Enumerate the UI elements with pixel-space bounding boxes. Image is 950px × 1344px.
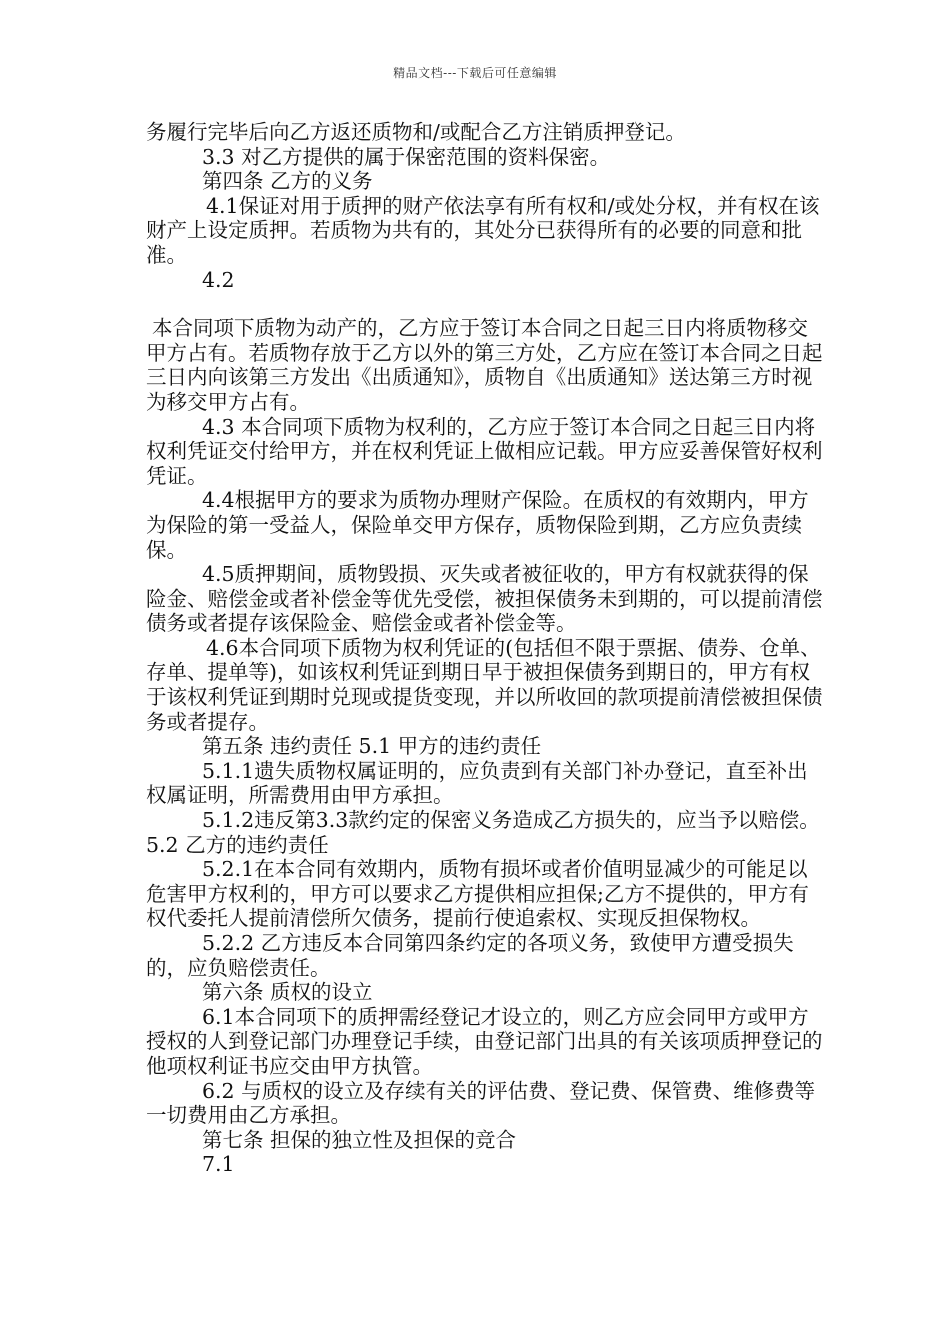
paragraph: 7.1	[202, 1152, 235, 1177]
section-heading: 第四条 乙方的义务	[202, 169, 373, 194]
paragraph: 4.5质押期间，质物毁损、灭失或者被征收的，甲方有权就获得的保险金、赔偿金或者补偿金等优先受偿，被担保债务未到期的，可以提前清偿债务或者提存该保险金、赔偿金或者补偿金等。	[146, 562, 823, 636]
section-heading: 第七条 担保的独立性及担保的竞合	[202, 1127, 517, 1152]
page-header: 精品文档---下载后可任意编辑	[393, 66, 557, 80]
paragraph: 3.3 对乙方提供的属于保密范围的资料保密。	[202, 144, 611, 169]
paragraph: 6.1本合同项下的质押需经登记才设立的，则乙方应会同甲方或甲方授权的人到登记部门办理登记手续，由登记部门出具的有关该项质押登记的他项权利证书应交由甲方执管。	[146, 1004, 823, 1078]
paragraph: 5.1.2违反第3.3款约定的保密义务造成乙方损失的，应当予以赔偿。 5.2 乙方的违约责任	[146, 808, 820, 857]
section-heading: 第五条 违约责任 5.1 甲方的违约责任	[202, 734, 542, 759]
paragraph: 5.1.1遗失质物权属证明的，应负责到有关部门补办登记，直至补出权属证明，所需费用由甲方承担。	[146, 758, 808, 808]
paragraph: 4.6本合同项下质物为权利凭证的(包括但不限于票据、债券、仓单、存单、提单等)，如该权利凭证到期日早于被担保债务到期日的，甲方有权于该权利凭证到期时兑现或提货变现，并以所收回的款项提前清偿被担保债务或者提存。	[146, 635, 823, 734]
paragraph: 4.2	[202, 267, 235, 292]
paragraph: 本合同项下质物为动产的，乙方应于签订本合同之日起三日内将质物移交甲方占有。若质物存放于乙方以外的第三方处，乙方应在签订本合同之日起三日内向该第三方发出《出质通知》，质物自《出质通知》送达第三方时视为移交甲方占有。	[146, 316, 823, 414]
paragraph: 4.1保证对用于质押的财产依法享有所有权和/或处分权，并有权在该财产上设定质押。若质物为共有的，其处分已获得所有的必要的同意和批准。	[146, 193, 820, 267]
paragraph: 4.3 本合同项下质物为权利的，乙方应于签订本合同之日起三日内将权利凭证交付给甲方，并在权利凭证上做相应记载。甲方应妥善保管好权利凭证。	[146, 414, 823, 488]
paragraph: 5.2.2 乙方违反本合同第四条约定的各项义务，致使甲方遭受损失的，应负赔偿责任。	[146, 931, 794, 980]
paragraph: 4.4根据甲方的要求为质物办理财产保险。在质权的有效期内，甲方为保险的第一受益人，保险单交甲方保存，质物保险到期，乙方应负责续保。	[146, 488, 809, 562]
paragraph: 6.2 与质权的设立及存续有关的评估费、登记费、保管费、维修费等一切费用由乙方承担。	[146, 1078, 816, 1128]
paragraph: 务履行完毕后向乙方返还质物和/或配合乙方注销质押登记。	[146, 120, 686, 144]
section-heading: 第六条 质权的设立	[202, 980, 373, 1005]
blank-line	[146, 292, 826, 316]
document-body	[146, 120, 826, 1177]
paragraph: 5.2.1在本合同有效期内，质物有损坏或者价值明显减少的可能足以危害甲方权利的，甲方可以要求乙方提供相应担保;乙方不提供的，甲方有权代委托人提前清偿所欠债务，提前行使追索权、实现反担保物权。	[146, 857, 809, 931]
